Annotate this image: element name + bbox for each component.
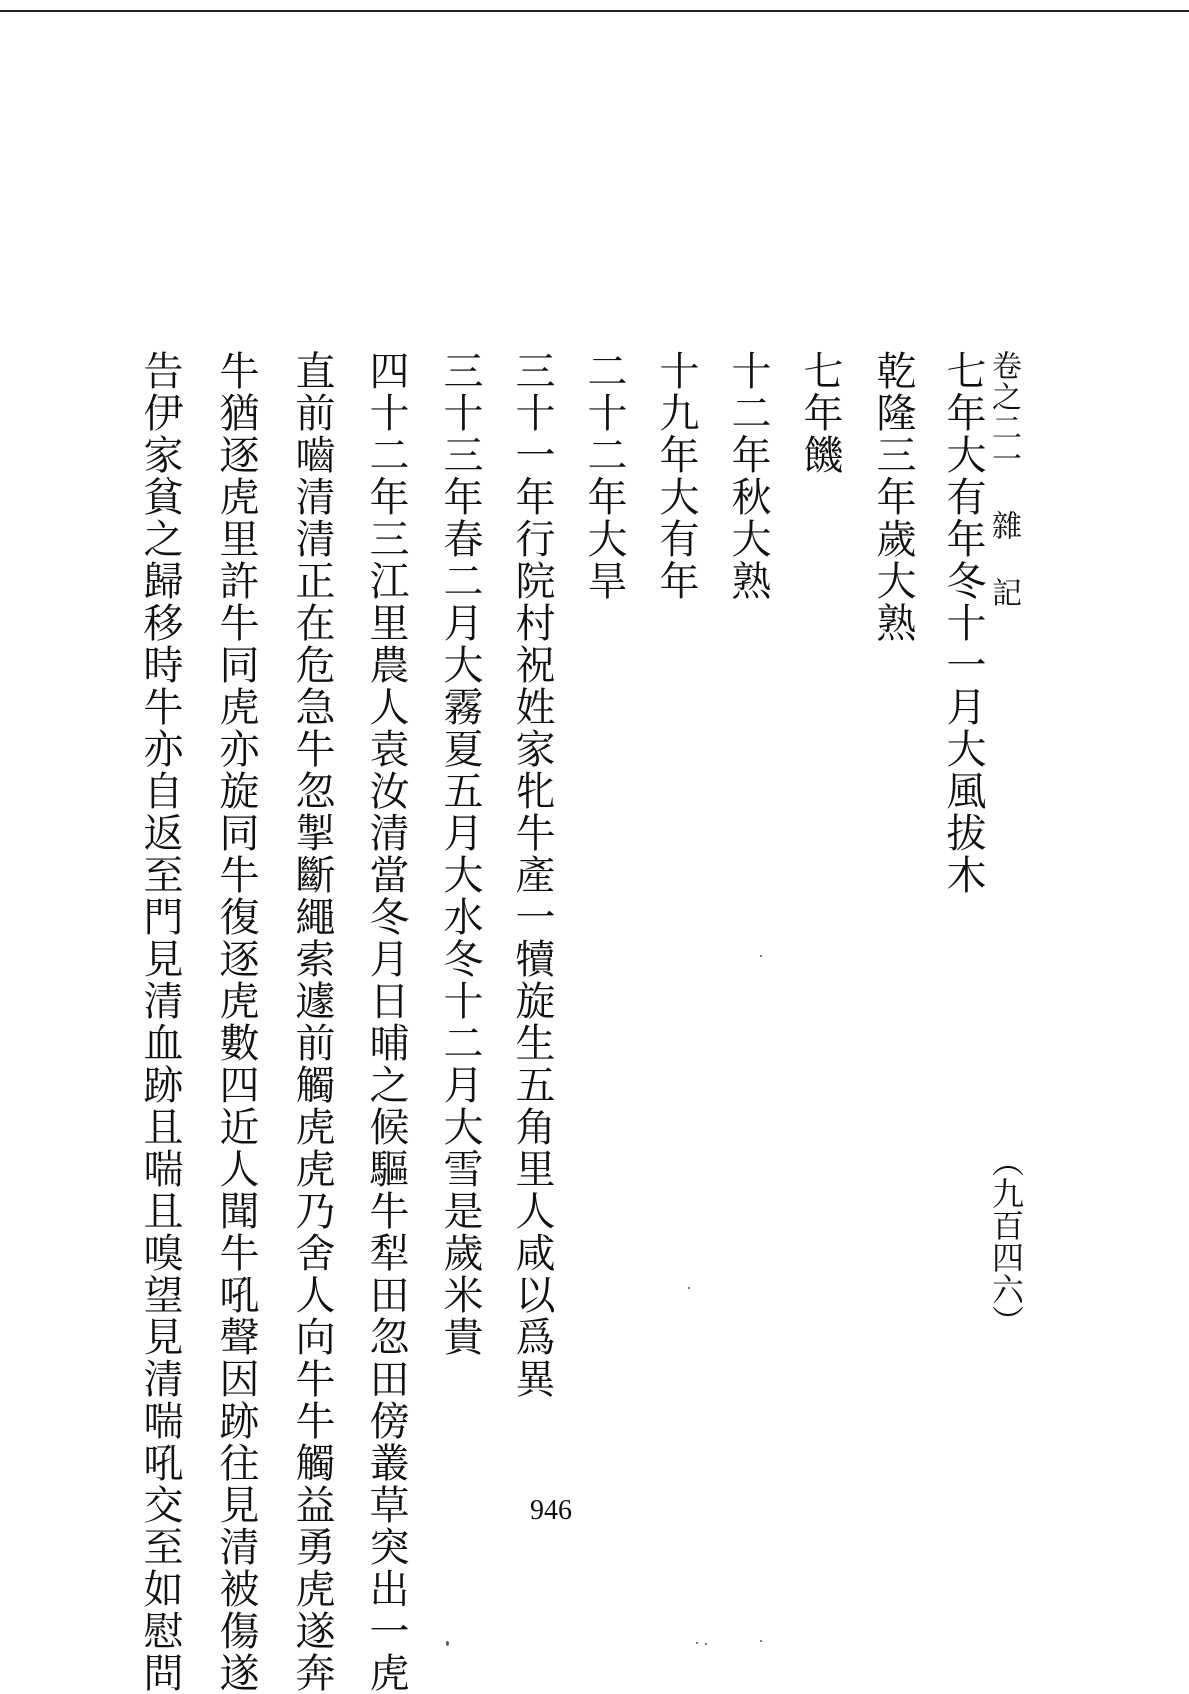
scan-speck — [688, 1287, 690, 1289]
folio-chinese: （九百四六） — [987, 1145, 1025, 1337]
scan-speck — [446, 1641, 449, 1646]
running-header: 卷之二一 雜 記 — [986, 350, 1021, 608]
text-column-7: 三十一年行院村祝姓家牝牛產一犢旋生五角里人咸以爲異 — [509, 350, 555, 1400]
text-column-10: 直前嚙清清正在危急牛忽掣斷繩索遽前觸虎虎乃舍人向牛牛觸益勇虎遂奔 — [289, 350, 335, 1694]
scan-speck — [696, 1642, 698, 1644]
text-column-3: 七年饑 — [797, 350, 843, 476]
text-column-8: 三十三年春二月大霧夏五月大水冬十二月大雪是歲米貴 — [437, 350, 483, 1358]
text-column-4: 十二年秋大熟 — [725, 350, 771, 602]
text-column-12: 告伊家貧之歸移時牛亦自返至門見清血跡且喘且嗅望見清喘吼交至如慰問 — [137, 350, 183, 1694]
text-column-6: 二十二年大旱 — [581, 350, 627, 602]
text-column-5: 十九年大有年 — [653, 350, 699, 602]
text-column-2: 乾隆三年歲大熟 — [870, 350, 916, 644]
page-number: 946 — [530, 1495, 572, 1526]
text-column-1: 七年大有年冬十一月大風拔木 — [940, 350, 986, 896]
text-column-9: 四十二年三江里農人袁汝清當冬月日晡之候驅牛犁田忽田傍叢草突出一虎 — [363, 350, 409, 1694]
top-rule — [0, 10, 1189, 12]
scan-speck — [760, 955, 762, 957]
scan-speck — [760, 1640, 762, 1642]
text-column-11: 牛猶逐虎里許牛同虎亦旋同牛復逐虎數四近人聞牛吼聲因跡往見清被傷遂 — [213, 350, 259, 1694]
scan-speck — [705, 1643, 707, 1645]
